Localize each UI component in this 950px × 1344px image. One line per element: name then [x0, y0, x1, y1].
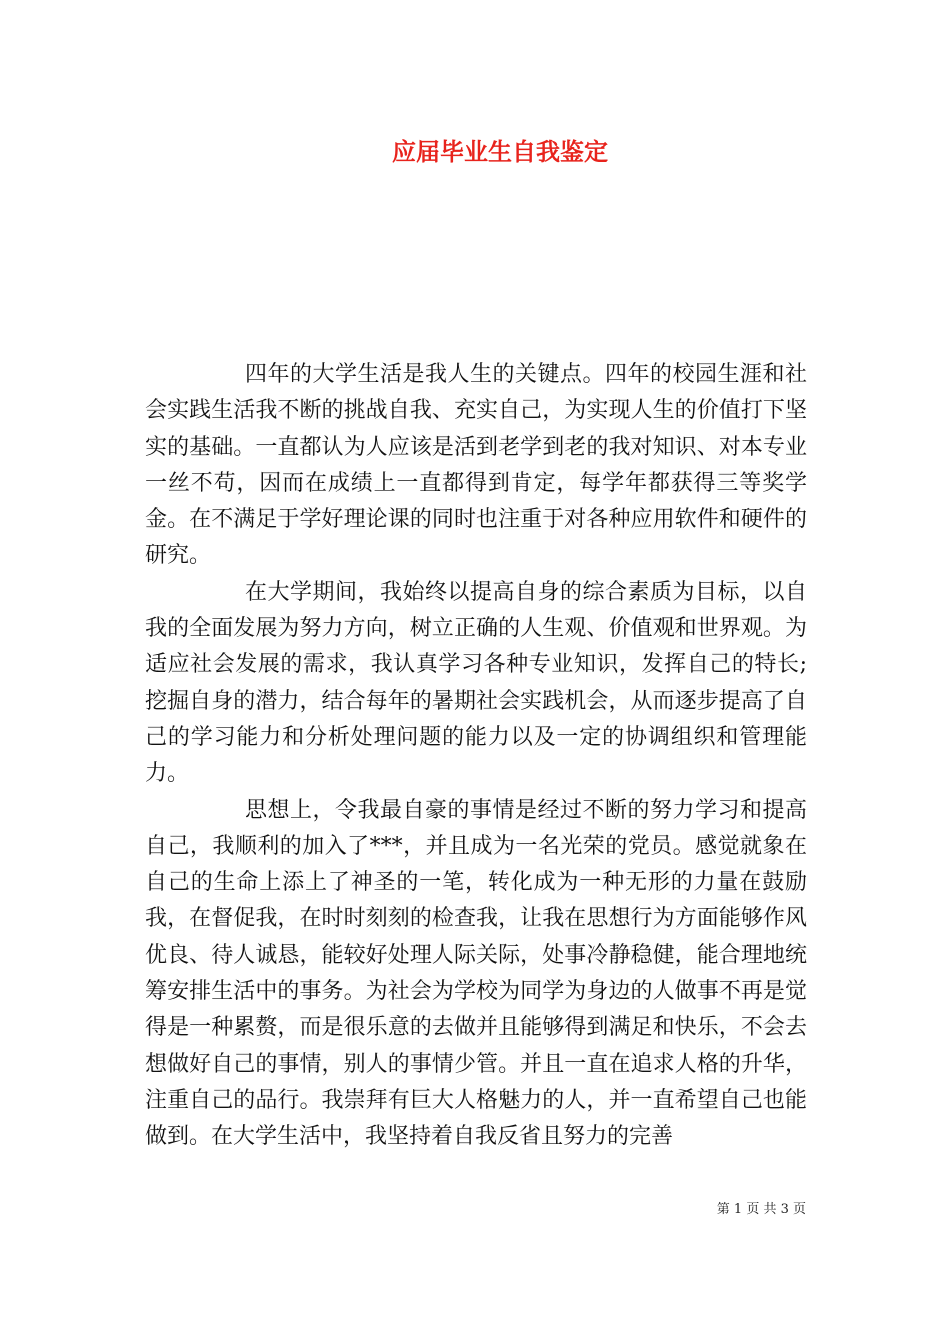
paragraph-2: 在大学期间，我始终以提高自身的综合素质为目标，以自我的全面发展为努力方向，树立正确的人生观、价值观和世界观。为适应社会发展的需求，我认真学习各种专业知识，发挥自己的特长;挖掘自身的潜力，结合每年的暑期社会实践机会，从而逐步提高了自己的学习能力和分析处理问题的能力以及一定的协调组织和管理能力。	[145, 579, 807, 787]
paragraph-1: 四年的大学生活是我人生的关键点。四年的校园生涯和社会实践生活我不断的挑战自我、充实自己，为实现人生的价值打下坚实的基础。一直都认为人应该是活到老学到老的我对知识、对本专业一丝不苟，因而在成绩上一直都得到肯定，每学年都获得三等奖学金。在不满足于学好理论课的同时也注重于对各种应用软件和硬件的研究。	[145, 362, 807, 569]
document-title: 应届毕业生自我鉴定	[392, 137, 608, 166]
document-body	[145, 357, 807, 1156]
paragraph-3: 思想上，令我最自豪的事情是经过不断的努力学习和提高自己，我顺利的加入了***，并且成为一名光荣的党员。感觉就象在自己的生命上添上了神圣的一笔，转化成为一种无形的力量在鼓励我，在督促我，在时时刻刻的检查我，让我在思想行为方面能够作风优良、待人诚恳，能较好处理人际关际，处事冷静稳健，能合理地统筹安排生活中的事务。为社会为学校为同学为身边的人做事不再是觉得是一种累赘，而是很乐意的去做并且能够得到满足和快乐，不会去想做好自己的事情，别人的事情少管。并且一直在追求人格的升华，注重自己的品行。我崇拜有巨大人格魅力的人，并一直希望自己也能做到。在大学生活中，我坚持着自我反省且努力的完善	[145, 797, 807, 1150]
page-number: 第 1 页 共 3 页	[716, 1202, 806, 1217]
